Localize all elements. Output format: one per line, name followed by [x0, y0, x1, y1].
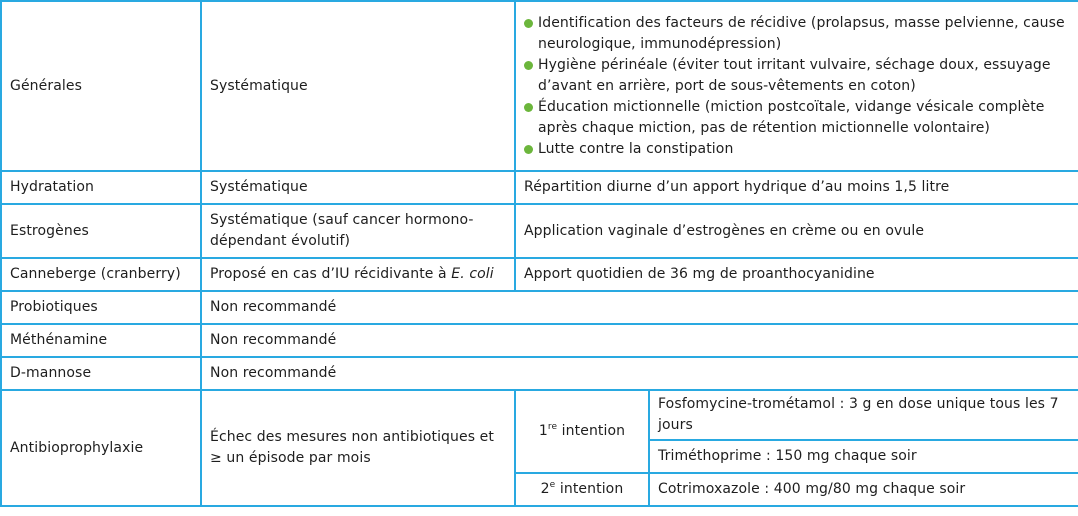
row-indication: Systématique: [201, 171, 515, 204]
second-intention-option: Cotrimoxazole : 400 mg/80 mg chaque soir: [649, 473, 1078, 506]
list-item: Hygiène périnéale (éviter tout irritant vulvaire, séchage doux, essuyage d’avant en arrière, port de sous-vêtements en coton): [524, 55, 1070, 97]
bullet-dot-icon: [524, 19, 533, 28]
first-intention-option: Triméthoprime : 150 mg chaque soir: [649, 440, 1078, 473]
list-item: Éducation mictionnelle (miction postcoïtale, vidange vésicale complète après chaque miction, pas de rétention mictionnelle volontaire): [524, 97, 1070, 139]
row-label: Antibioprophylaxie: [1, 390, 201, 506]
table-row: [1, 171, 1078, 204]
bullet-dot-icon: [524, 145, 533, 154]
row-indication: Échec des mesures non antibiotiques et ≥ un épisode par mois: [201, 390, 515, 506]
table-row: [1, 390, 1078, 440]
bullet-list: [524, 13, 1070, 160]
row-label: Générales: [1, 1, 201, 171]
row-label: Probiotiques: [1, 291, 201, 324]
table-row: [1, 258, 1078, 291]
row-indication: Systématique (sauf cancer hormono-dépendant évolutif): [201, 204, 515, 258]
row-modalites: Apport quotidien de 36 mg de proanthocyanidine: [515, 258, 1078, 291]
list-item: Lutte contre la constipation: [524, 139, 1070, 160]
table-row: [1, 324, 1078, 357]
list-item: Identification des facteurs de récidive (prolapsus, masse pelvienne, cause neurologique, immunodépression): [524, 13, 1070, 55]
row-label: Méthénamine: [1, 324, 201, 357]
table-row: [1, 204, 1078, 258]
second-intention-label: 2e intention: [515, 473, 649, 506]
bullet-dot-icon: [524, 103, 533, 112]
row-indication: Non recommandé: [201, 291, 1078, 324]
table-row: [1, 291, 1078, 324]
row-modalites: Application vaginale d’estrogènes en crème ou en ovule: [515, 204, 1078, 258]
row-modalites: Répartition diurne d’un apport hydrique d’au moins 1,5 litre: [515, 171, 1078, 204]
row-label: Estrogènes: [1, 204, 201, 258]
row-indication: Non recommandé: [201, 324, 1078, 357]
row-label: Hydratation: [1, 171, 201, 204]
table-row: [1, 357, 1078, 390]
row-modalites: [515, 1, 1078, 171]
first-intention-label: 1re intention: [515, 390, 649, 473]
first-intention-option: Fosfomycine-trométamol : 3 g en dose unique tous les 7 jours: [649, 390, 1078, 440]
row-indication: Proposé en cas d’IU récidivante à E. coli: [201, 258, 515, 291]
row-indication: Systématique: [201, 1, 515, 171]
row-label: D-mannose: [1, 357, 201, 390]
row-label: Canneberge (cranberry): [1, 258, 201, 291]
bullet-dot-icon: [524, 61, 533, 70]
row-indication: Non recommandé: [201, 357, 1078, 390]
table-row: [1, 1, 1078, 171]
